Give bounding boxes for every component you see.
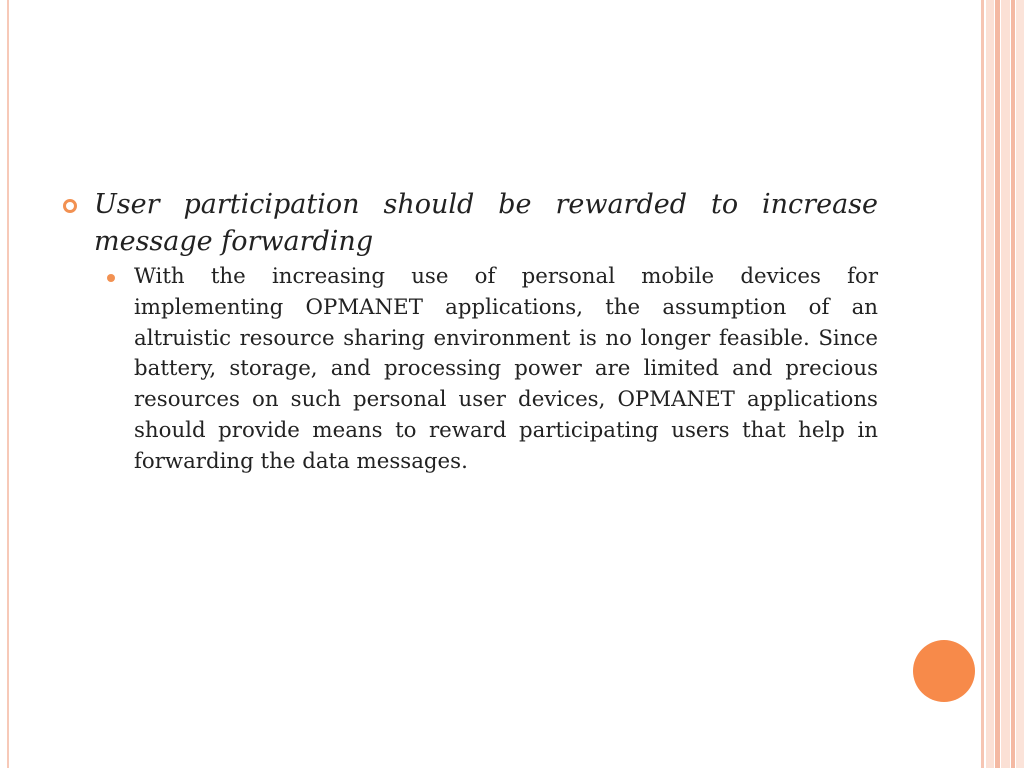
right-border-stripe [1011,0,1015,768]
decorative-circle-icon [913,640,975,702]
right-border-stripe [981,0,984,768]
bullet-heading: User participation should be rewarded to increase message forwarding [94,189,878,257]
sub-bullet-text: With the increasing use of personal mobile devices for implementing OPMANET applications, the assumption of an altruistic resource sharing environment is no longer feasible. Since battery, storage, and processing power are limited and precious resources on such personal user devices, OPMANET applications should provide means to reward participating users that help in forwarding the data messages. [134,264,878,474]
ring-bullet-icon [63,199,77,213]
right-border-stripe [995,0,1000,768]
sub-bullet-item [60,262,878,478]
right-border-stripe [1001,0,1010,768]
left-border-line [7,0,9,768]
slide-body [60,186,878,478]
dot-bullet-icon [107,274,115,282]
right-border-stripe [986,0,994,768]
bullet-item [60,186,878,260]
right-border-stripe [1016,0,1024,768]
